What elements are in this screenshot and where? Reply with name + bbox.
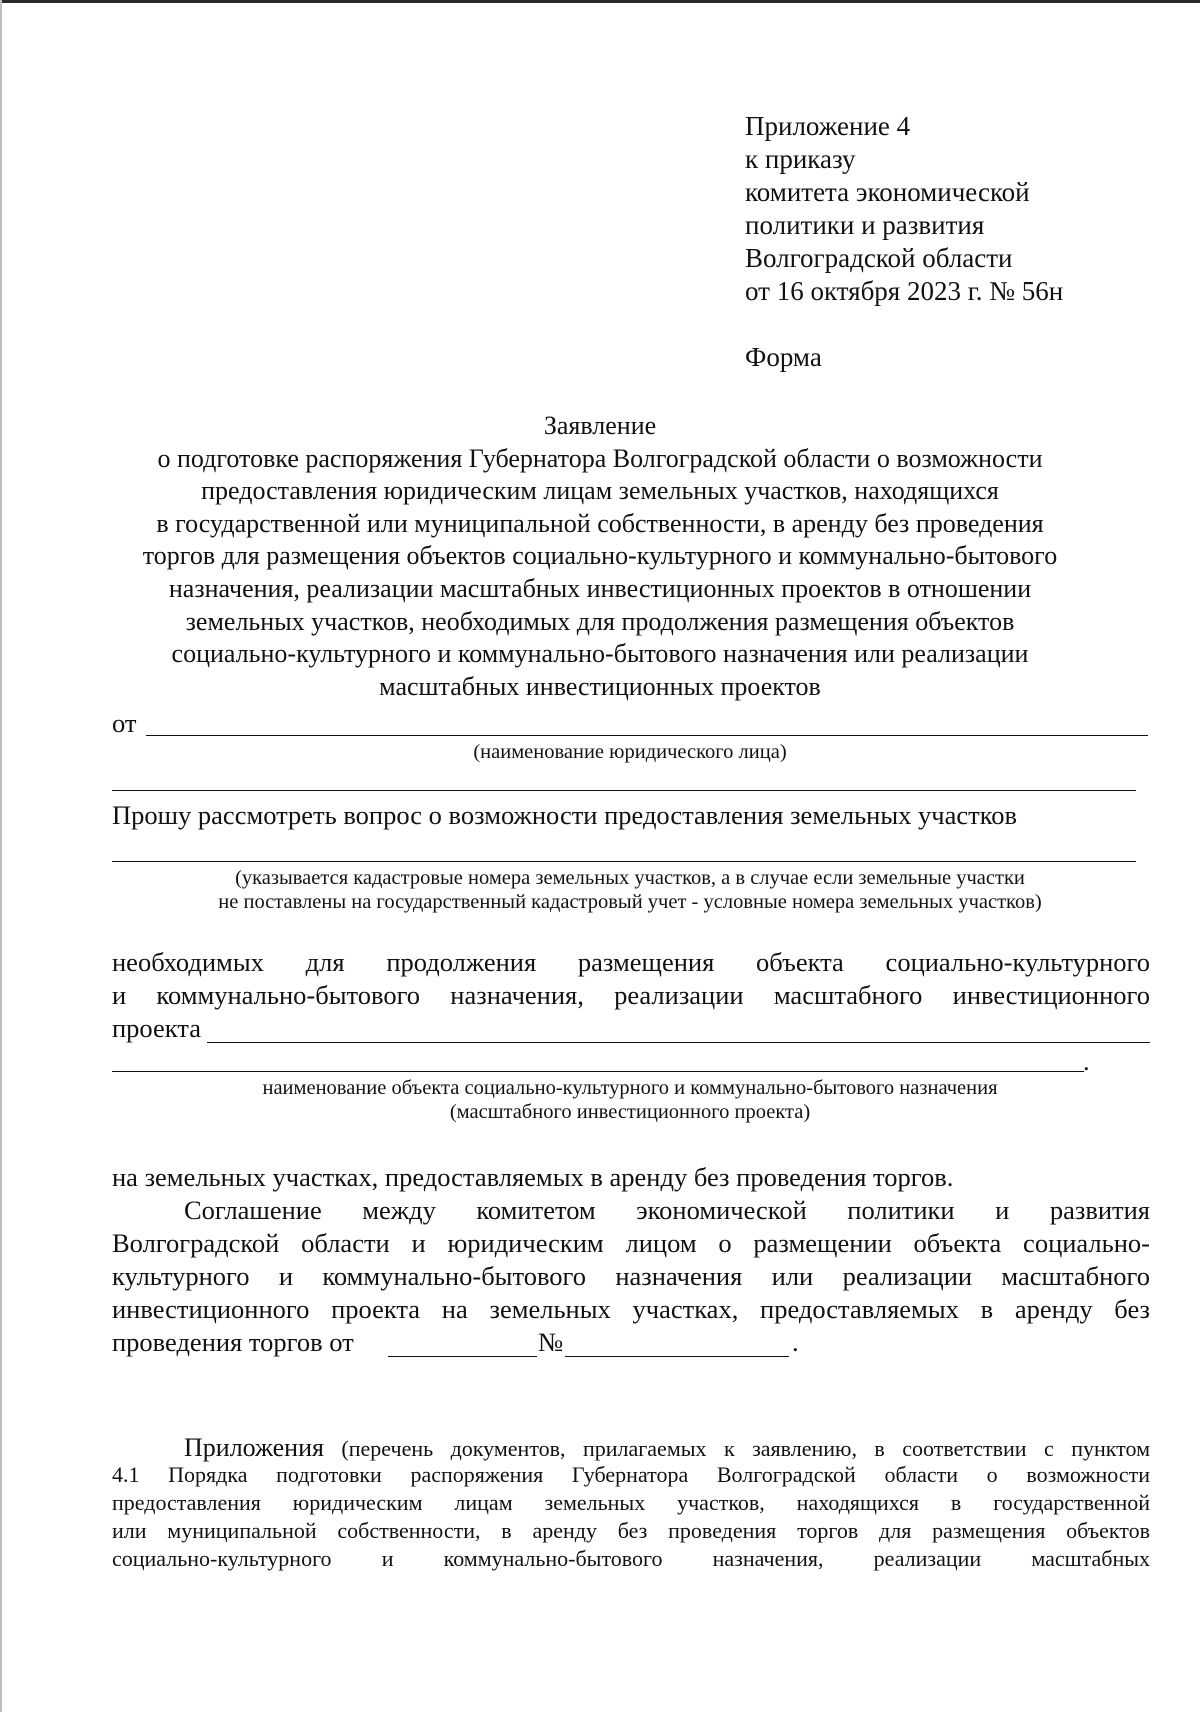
from-blank-line[interactable] [146, 735, 1148, 736]
agreement-date-prefix: проведения торгов от [112, 1327, 354, 1357]
form-label: Форма [745, 342, 822, 372]
appendix-header [745, 110, 1063, 308]
scan-edge-top [0, 0, 1200, 3]
project-line: и коммунально-бытового назначения, реализации масштабного инвестиционного [112, 980, 1150, 1010]
agreement-number-sign: № [538, 1327, 564, 1357]
title-line: торгов для размещения объектов социально-культурного и коммунально-бытового [142, 541, 1058, 571]
agreement-line: инвестиционного проекта на земельных участках, предоставляемых в аренду без [112, 1294, 1150, 1324]
agreement-line: Волгоградской области и юридическим лицом о размещении объекта социально- [112, 1228, 1150, 1258]
parcels-caption: (указывается кадастровые номера земельных участков, а в случае если земельные участки [235, 867, 1025, 889]
from-caption: (наименование юридического лица) [473, 741, 787, 763]
project-blank-line[interactable] [207, 1042, 1150, 1043]
parcels-blank-line[interactable] [112, 861, 1136, 862]
attachments-line: социально-культурного и коммунально-бытового назначения, реализации масштабных [112, 1546, 1150, 1571]
agreement-line: на земельных участках, предоставляемых в аренду без проведения торгов. [112, 1162, 954, 1192]
header-line: Приложение 4 [745, 111, 911, 141]
title-line: земельных участков, необходимых для продолжения размещения объектов [185, 606, 1015, 636]
title-line: в государственной или муниципальной собственности, в аренду без проведения [156, 508, 1044, 538]
agreement-date-blank[interactable] [388, 1356, 537, 1357]
from-prefix: от [112, 708, 137, 738]
header-line: политики и развития [745, 210, 985, 240]
agreement-number-blank[interactable] [565, 1356, 789, 1357]
attachments-line: 4.1 Порядка подготовки распоряжения Губернатора Волгоградской области о возможности [112, 1462, 1150, 1487]
title-line: масштабных инвестиционных проектов [379, 671, 821, 701]
project-blank-line-2[interactable] [112, 1071, 1084, 1072]
title-line: назначения, реализации масштабных инвестиционных проектов в отношении [168, 573, 1032, 603]
attachments-line: или муниципальной собственности, в аренду без проведения торгов для размещения объектов [112, 1518, 1150, 1543]
scan-edge-left [0, 0, 2, 1712]
project-prefix: проекта [112, 1013, 201, 1043]
attachments-line [184, 1433, 1150, 1463]
header-line: комитета экономической [745, 177, 1030, 207]
project-end-period: . [1083, 1046, 1090, 1076]
header-line: от 16 октября 2023 г. № 56н [745, 276, 1064, 306]
attachments-line: предоставления юридическим лицам земельных участков, находящихся в государственной [112, 1490, 1150, 1515]
header-line: к приказу [745, 144, 856, 174]
title-line: о подготовке распоряжения Губернатора Волгоградской области о возможности [157, 443, 1043, 473]
from-blank-line-2[interactable] [112, 790, 1136, 791]
document-title [100, 410, 1100, 703]
project-caption: (масштабного инвестиционного проекта) [449, 1101, 811, 1123]
agreement-line: культурного и коммунально-бытового назначения или реализации масштабного [112, 1261, 1150, 1291]
project-caption: наименование объекта социально-культурного и коммунально-бытового назначения [262, 1077, 998, 1099]
project-line: необходимых для продолжения размещения объекта социально-культурного [112, 947, 1150, 977]
agreement-end-period: . [792, 1327, 799, 1357]
title-line: предоставления юридическим лицам земельных участков, находящихся [201, 476, 999, 506]
attachments-label: Приложения [184, 1433, 324, 1462]
parcels-caption: не поставлены на государственный кадастровый учет - условные номера земельных участков) [218, 891, 1042, 913]
title-line: социально-культурного и коммунально-бытового назначения или реализации [171, 639, 1029, 669]
header-line: Волгоградской области [745, 243, 1013, 273]
title-heading: Заявление [543, 411, 657, 440]
request-text: Прошу рассмотреть вопрос о возможности предоставления земельных участков [112, 800, 1017, 830]
attachments-rest: (перечень документов, прилагаемых к заявлению, в соответствии с пунктом [341, 1436, 1150, 1461]
agreement-line: Соглашение между комитетом экономической политики и развития [184, 1195, 1150, 1225]
